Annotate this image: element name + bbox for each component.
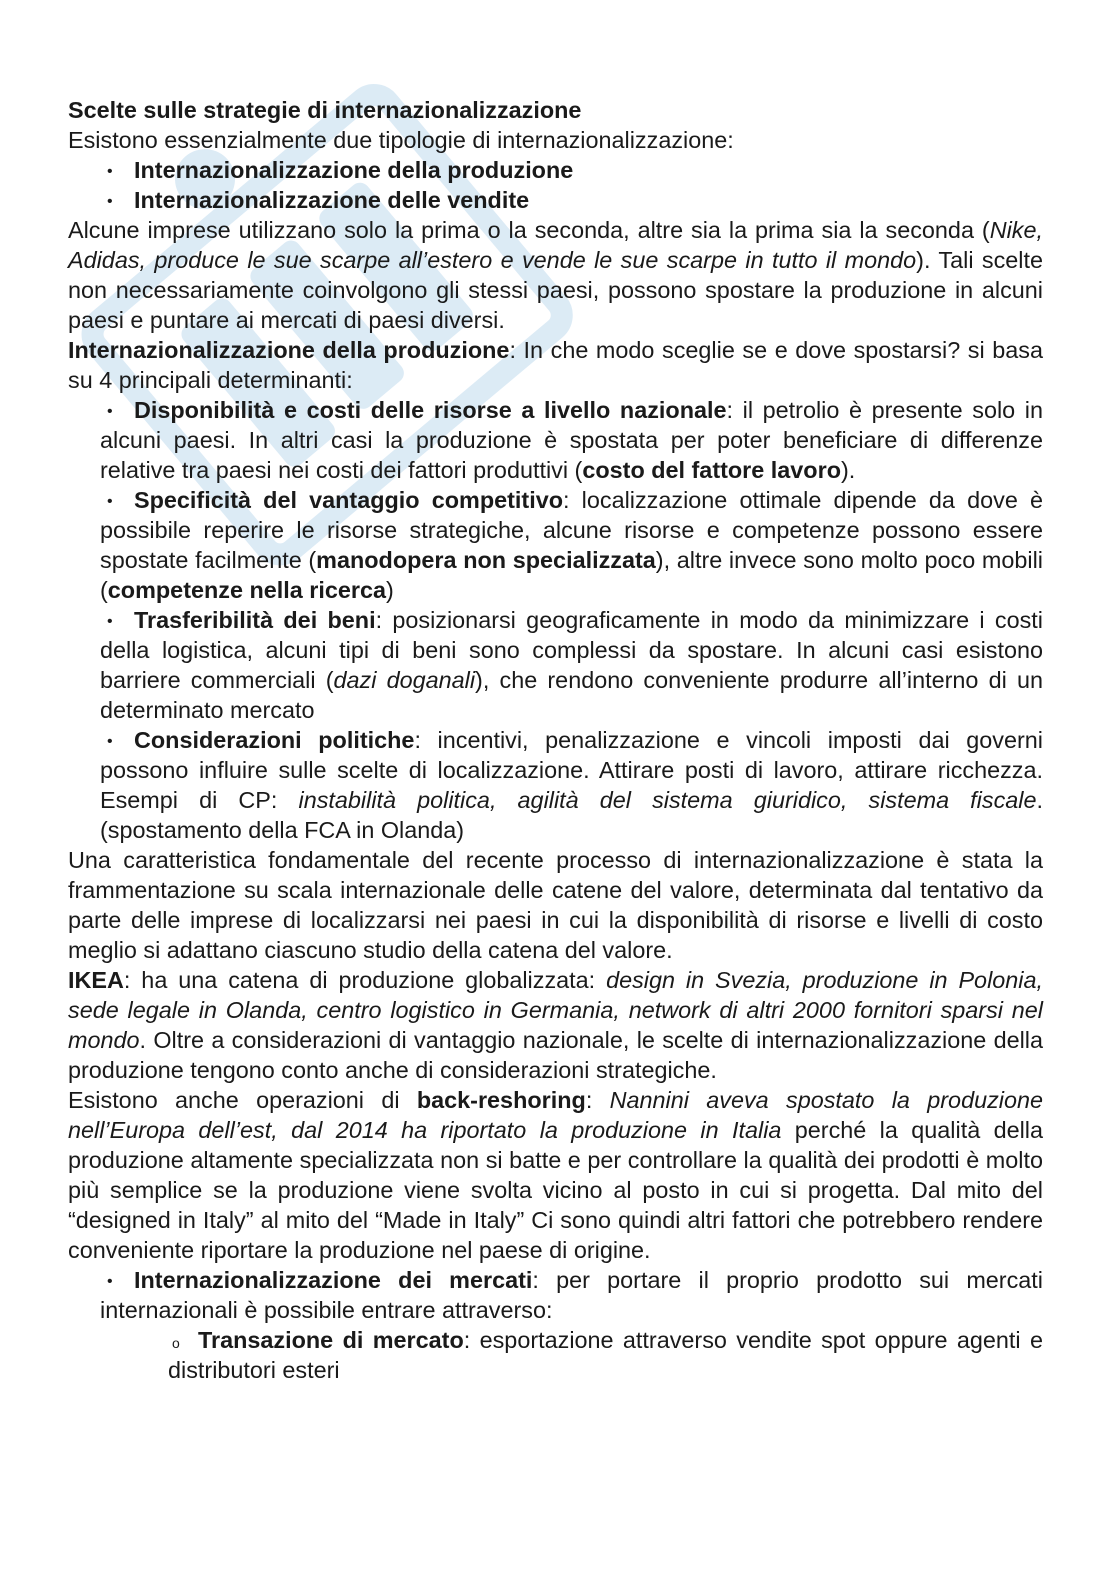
page-title: Scelte sulle strategie di internazionalizzazione <box>68 97 582 123</box>
paragraph-production: Internazionalizzazione della produzione: In che modo sceglie se e dove spostarsi? si basa su 4 principali determinanti: <box>68 337 1043 393</box>
list-item: • Considerazioni politiche: incentivi, penalizzazione e vincoli imposti dai governi possono influire sulle scelte di localizzazione. Attirare posti di lavoro, attirare ricchezza. Esempi di CP: instabilità politica, agilità del sistema giuridico, sistema fiscale. (spostamento della FCA in Olanda) <box>100 725 1043 845</box>
paragraph-nike: Alcune imprese utilizzano solo la prima o la seconda, altre sia la prima sia la seconda (Nike, Adidas, produce le sue scarpe all’estero e vende le sue scarpe in tutto il mondo). Tali scelte non necessariamente coinvolgono gli stessi paesi, possono spostare la produzione in alcuni paesi e puntare ai mercati di paesi diversi. <box>68 217 1044 333</box>
paragraph-reshoring: Esistono anche operazioni di back-reshoring: Nannini aveva spostato la produzione nell’Europa dell’est, dal 2014 ha riportato la produzione in Italia perché la qualità della produzione altamente specializzata non si batte e per controllare la qualità dei prodotti è molto più semplice se la produzione viene svolta vicino al posto in cui si progetta. Dal mito del “designed in Italy” al mito del “Made in Italy” Ci sono quindi altri fattori che potrebbero rendere conveniente riportare la produzione nel paese di origine. <box>68 1087 1044 1263</box>
determinants-list <box>68 395 1043 845</box>
list-item: • Trasferibilità dei beni: posizionarsi geograficamente in modo da minimizzare i costi della logistica, alcuni tipi di beni sono complessi da spostare. In alcuni casi esistono barriere commerciali (dazi doganali), che rendono conveniente produrre all’interno di un determinato mercato <box>100 605 1043 725</box>
list-item: • Internazionalizzazione dei mercati: per portare il proprio prodotto sui mercati internazionali è possibile entrare attraverso: o Transazione di mercato: esportazione attraverso vendite spot oppure agenti e distributori esteri <box>100 1265 1043 1385</box>
document-page <box>68 95 1043 1385</box>
list-item: • Internazionalizzazione delle vendite <box>134 185 1043 215</box>
intro-paragraph: Esistono essenzialmente due tipologie di internazionalizzazione: <box>68 127 734 153</box>
markets-sublist <box>100 1325 1043 1385</box>
paragraph-value-chain: Una caratteristica fondamentale del recente processo di internazionalizzazione è stata la frammentazione su scala internazionale delle catene del valore, determinata dal tentativo da parte delle imprese di localizzarsi nei paesi in cui la disponibilità di risorse e livelli di costo meglio si adattano ciascuno studio della catena del valore. <box>68 847 1043 963</box>
paragraph-ikea: IKEA: ha una catena di produzione globalizzata: design in Svezia, produzione in Polonia, sede legale in Olanda, centro logistico in Germania, network di altri 2000 fornitori sparsi nel mondo. Oltre a considerazioni di vantaggio nazionale, le scelte di internazionalizzazione della produzione tengono conto anche di considerazioni strategiche. <box>68 967 1043 1083</box>
list-item: • Specificità del vantaggio competitivo: localizzazione ottimale dipende da dove è possibile reperire le risorse strategiche, alcune risorse e competenze possono essere spostate facilmente (manodopera non specializzata), altre invece sono molto poco mobili (competenze nella ricerca) <box>100 485 1043 605</box>
types-list <box>68 155 1043 215</box>
list-item: • Internazionalizzazione della produzione <box>134 155 1043 185</box>
list-item: • Disponibilità e costi delle risorse a livello nazionale: il petrolio è presente solo in alcuni paesi. In altri casi la produzione è spostata per poter beneficiare di differenze relative tra paesi nei costi dei fattori produttivi (costo del fattore lavoro). <box>100 395 1043 485</box>
sublist-item: o Transazione di mercato: esportazione attraverso vendite spot oppure agenti e distributori esteri <box>168 1325 1043 1385</box>
markets-list <box>68 1265 1043 1385</box>
